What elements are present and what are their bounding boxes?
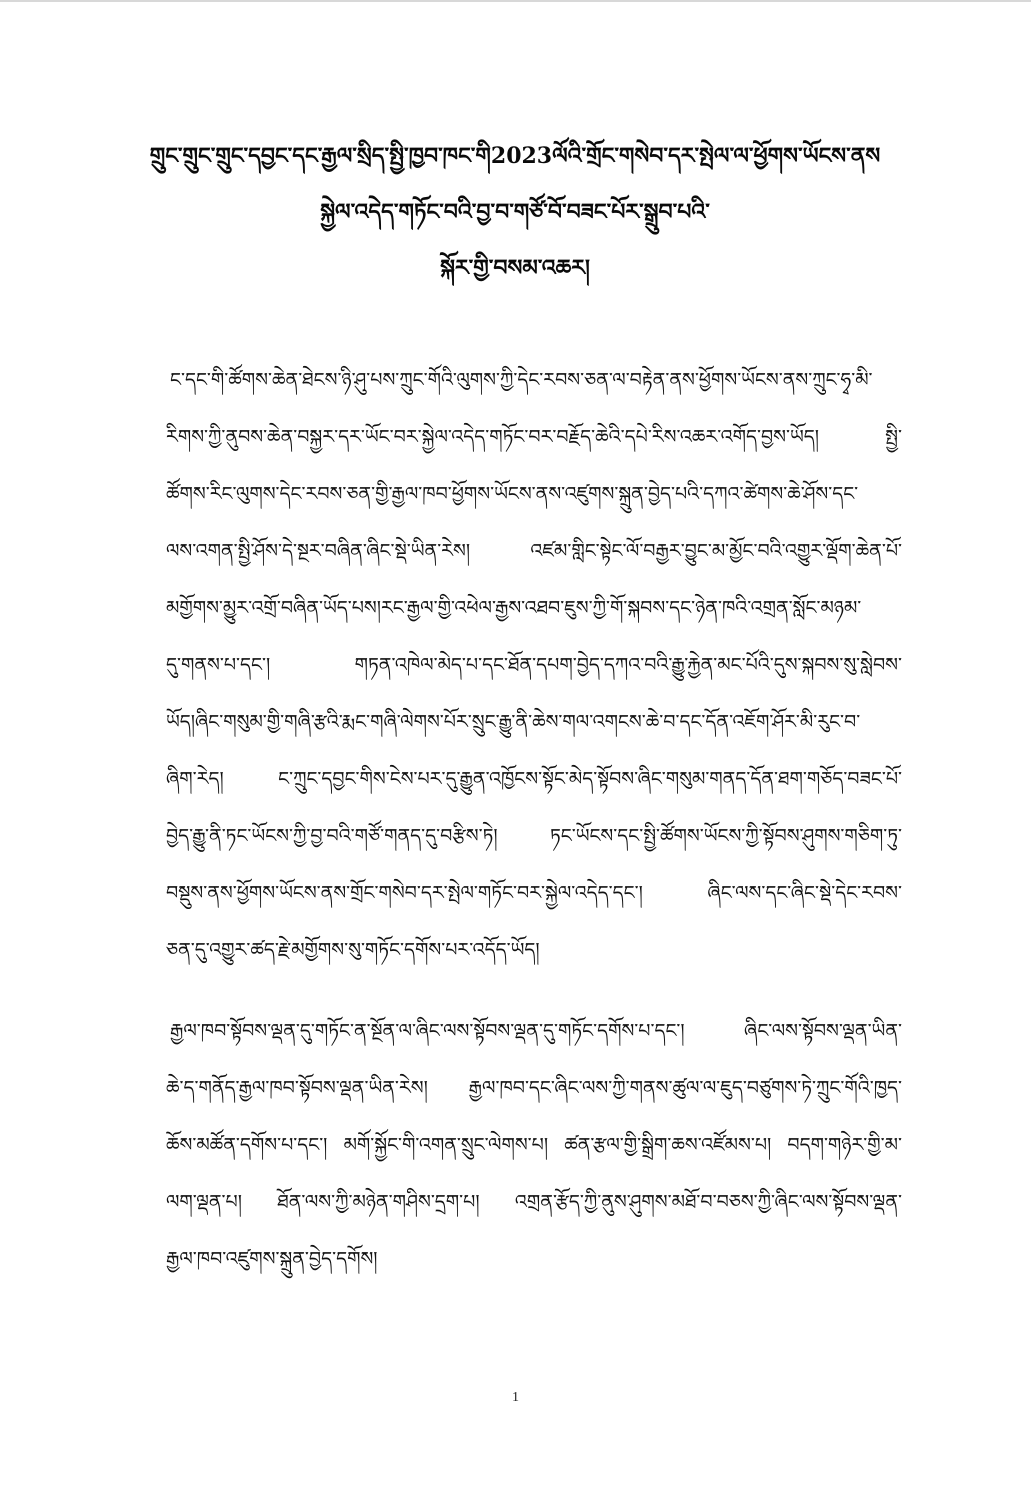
title-line: སྐྱེལ་འདེད་གཏོང་བའི་བྱ་བ་གཙོ་བོ་བཟང་པོར་སྒྲུབ་པའི་ [320, 199, 710, 225]
paragraph-line: ཅན་དུ་འགྱུར་ཚད་རྗེ་མགྱོགས་སུ་གཏོང་དགོས་པར་འདོད་ཡོད། [166, 939, 540, 961]
body-paragraph-2 [166, 1003, 902, 1288]
paragraph-line: ཆེ་ད་གནོད་རྒྱལ་ཁབ་སྟོབས་ལྡན་ཡིན་རེས། རྒྱལ་ཁབ་དང་ཞིང་ལས་ཀྱི་གནས་ཚུལ་ལ་ཇུད་བཙུགས་ཏེ་ཀྲུང་གོའི་ཁྱད་ [166, 1077, 902, 1099]
paragraph-line: རྒྱལ་ཁབ་སྟོབས་ལྡན་དུ་གཏོང་ན་སྔོན་ལ་ཞིང་ལས་སྟོབས་ལྡན་དུ་གཏོང་དགོས་པ་དང་། ཞིང་ལས་སྟོབས་ལྡན་ཡིན་ [170, 1020, 902, 1042]
paragraph-line: རིགས་ཀྱི་ནུབས་ཆེན་བསྐྱར་དར་ཡོང་བར་སྐྱེལ་འདེད་གཏོང་བར་བརྗོད་ཆེའི་དཔེ་རིས་འཆར་འགོད་བྱས་ཡོད། སྤྱི་ [166, 426, 902, 448]
paragraph-line: ང་དང་གི་ཚོགས་ཆེན་ཐེངས་ཉི་ཤུ་པས་ཀྲུང་གོའི་ལུགས་ཀྱི་དེང་རབས་ཅན་ལ་བརྟེན་ནས་ཕྱོགས་ཡོངས་ནས་ཀྲུང་ཧྭ་མི་ [170, 369, 873, 391]
paragraph-line: ཡོད།ཞིང་གསུམ་གྱི་གཞི་རྩའི་རྨང་གཞི་ལེགས་པོར་སྲུང་རྒྱུ་ནི་ཆེས་གལ་འགངས་ཆེ་བ་དང་དོན་འཇོག་ཤོར་མི་རུང་བ་ [166, 711, 861, 733]
title-line: གྲུང་གྲུང་གྲུང་དབྱང་དང་རྒྱལ་སྲིད་སྤྱི་ཁྱབ་ཁང་གི2023ལོའི་གྲོང་གསེབ་དར་སྤེལ་ལ་ཕྱོགས་ཡོངས་ནས [149, 143, 881, 169]
title-line: སྐོར་གྱི་བསམ་འཆར། [440, 255, 590, 281]
paragraph-line: རྒྱལ་ཁབ་འཛུགས་སྐྲུན་བྱེད་དགོས། [166, 1248, 378, 1270]
paragraph-line: ལས་འགན་སྤྱི་ཤོས་དེ་སྔར་བཞིན་ཞིང་སྡེ་ཡིན་རེས། འཛམ་གླིང་སྟེང་ལོ་བརྒྱར་བྱུང་མ་མྱོང་བའི་འགྱུར་ལྡོག་ཆེན་པོ་ [166, 540, 902, 562]
paragraph-line: མགྱོགས་མྱུར་འགྲོ་བཞིན་ཡོད་པས།རང་རྒྱལ་གྱི་འཕེལ་རྒྱས་འཐབ་ཇུས་ཀྱི་གོ་སྐབས་དང་ཉེན་ཁའི་འགྲན་སློང་མཉམ་ [166, 597, 862, 619]
paragraph-line: ཞིག་རེད། ང་ཀྲུང་དབྱང་གིས་ངེས་པར་དུ་རྒྱུན་འཁྱོངས་སྟོང་མེད་སྟོབས་ཞིང་གསུམ་གནད་དོན་ཐག་གཅོད་བཟང་པོ་ [166, 768, 902, 790]
paragraph-line: ཚོགས་རིང་ལུགས་དེང་རབས་ཅན་གྱི་རྒྱལ་ཁབ་ཕྱོགས་ཡོངས་ནས་འཛུགས་སྐྲུན་བྱེད་པའི་དཀའ་ཚེགས་ཆེ་ཤོས་དང་ [166, 483, 859, 505]
paragraph-line: བྱེད་རྒྱུ་ནི་ཏང་ཡོངས་ཀྱི་བྱ་བའི་གཙོ་གནད་དུ་བརྩིས་ཏེ། ཏང་ཡོངས་དང་སྤྱི་ཚོགས་ཡོངས་ཀྱི་སྟོབས་ཤུགས་གཅིག་ཏུ་ [166, 825, 902, 847]
paragraph-line: ལག་ལྡན་པ། ཐོན་ལས་ཀྱི་མཉེན་གཤིས་དྲག་པ། འགྲན་རྩོད་ཀྱི་ནུས་ཤུགས་མཐོ་བ་བཅས་ཀྱི་ཞིང་ལས་སྟོབས་ལྡན་ [166, 1191, 902, 1213]
paragraph-line: བསྡུས་ནས་ཕྱོགས་ཡོངས་ནས་གྲོང་གསེབ་དར་སྤེལ་གཏོང་བར་སྐྱེལ་འདེད་དང་། ཞིང་ལས་དང་ཞིང་སྡེ་དེང་རབས་ [166, 882, 902, 904]
document-title [120, 128, 910, 296]
paragraph-line: ཆོས་མཚོན་དགོས་པ་དང་། མགོ་སྐྱོང་གི་འགན་སྲུང་ལེགས་པ། ཚན་རྩལ་གྱི་སྒྲིག་ཆས་འཛོམས་པ། བདག་གཉེར་གྱི་མ་ [166, 1134, 902, 1156]
body-paragraph-1 [166, 352, 902, 979]
page-number: 1 [512, 1390, 519, 1405]
paragraph-line: དུ་གནས་པ་དང་། གཏན་འཁེལ་མེད་པ་དང་ཐོན་དཔག་བྱེད་དཀའ་བའི་རྒྱུ་རྐྱེན་མང་པོའི་དུས་སྐབས་སུ་སླེབས་ [166, 654, 902, 676]
